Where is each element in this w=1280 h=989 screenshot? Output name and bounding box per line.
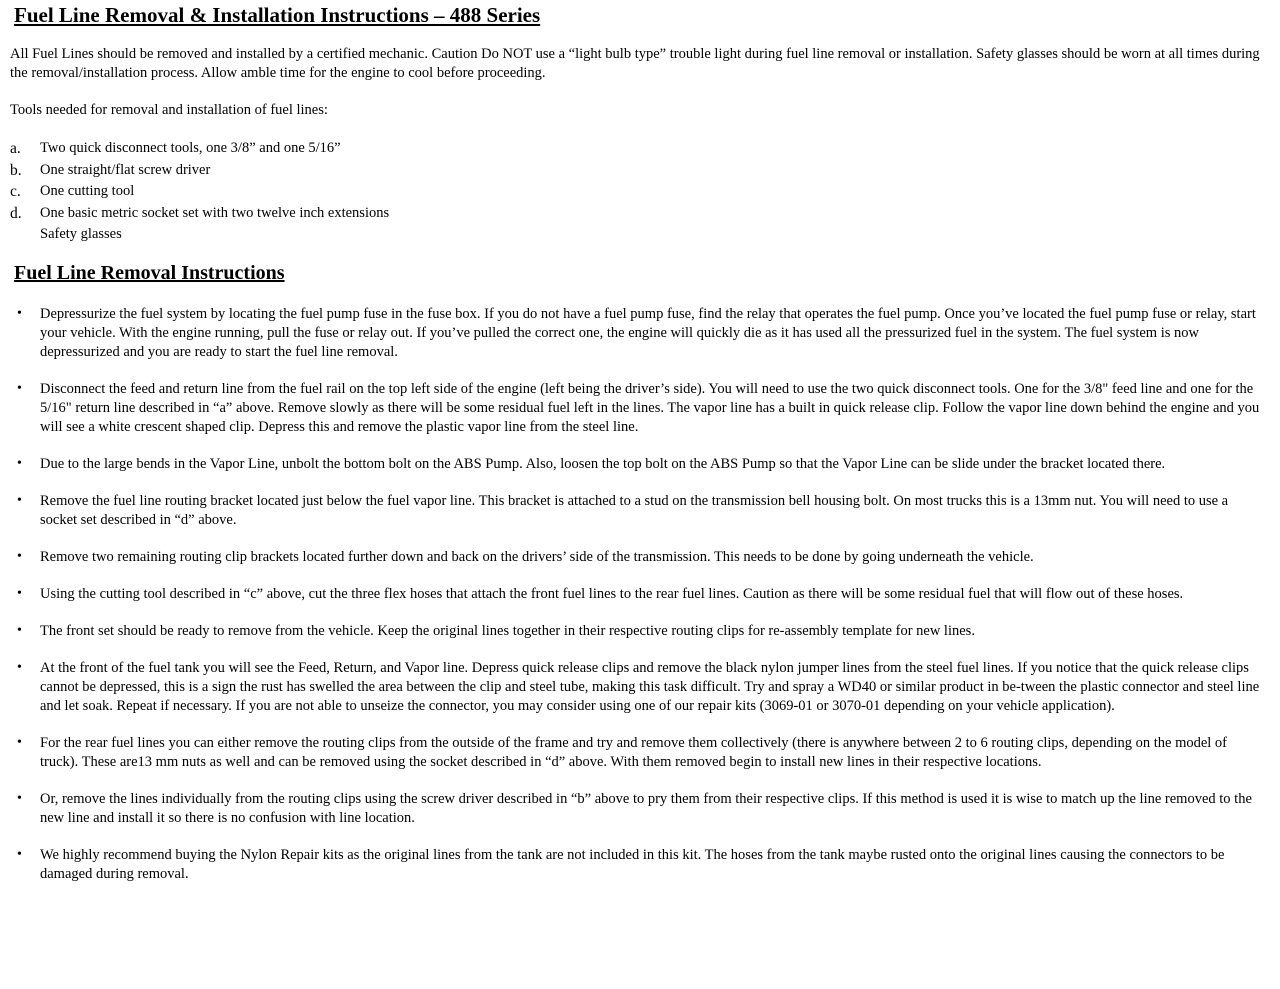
bullet-icon: • (17, 455, 22, 471)
tool-item-text: One straight/flat screw driver (40, 161, 211, 178)
instruction-text: The front set should be ready to remove from the vehicle. Keep the original lines together in their respective routing clips for re-assembly template for new lines. (40, 622, 975, 639)
instruction-text: At the front of the fuel tank you will see the Feed, Return, and Vapor line. Depress quick release clips and remove the black nylon jumper lines from the steel fuel lines. If you notice that the quick release clips cannot be depressed, this is a sign the rust has swelled the area between the clip and steel tube, making this task difficult. Try and spray a WD40 or similar product in be-tween the plastic connector and steel line and let soak. Repeat if necessary. If you are not able to unseize the connector, you may consider using one of our repair kits (3069-01 or 3070-01 depending on your vehicle application). (40, 659, 1260, 714)
instruction-text: Remove the fuel line routing bracket located just below the fuel vapor line. This bracket is attached to a stud on the transmission bell housing bolt. On most trucks this is a 13mm nut. You will need to use a socket set described in “d” above. (40, 492, 1229, 528)
tool-item (10, 224, 1268, 246)
bullet-icon: • (17, 846, 22, 862)
instruction-text: Remove two remaining routing clip brackets located further down and back on the drivers’ side of the transmission. This needs to be done by going underneath the vehicle. (40, 548, 1034, 565)
bullet-icon: • (17, 622, 22, 638)
instruction-item (10, 846, 1268, 884)
tools-intro: Tools needed for removal and installation of fuel lines: (10, 102, 328, 118)
instruction-text: Disconnect the feed and return line from the fuel rail on the top left side of the engine (left being the driver’s side). You will need to use the two quick disconnect tools. One for the 3/8" feed line and one for the 5/16" return line described in “a” above. Remove slowly as there will be some residual fuel left in the lines. The vapor line has a built in quick release clip. Follow the vapor line down behind the engine and you will see a white crescent shaped clip. Depress this and remove the plastic vapor line from the steel line. (40, 380, 1260, 435)
bullet-icon: • (17, 305, 22, 321)
bullet-icon: • (17, 380, 22, 396)
instruction-item (10, 659, 1268, 716)
tool-item (10, 138, 1268, 160)
instruction-text: Using the cutting tool described in “c” above, cut the three flex hoses that attach the front fuel lines to the rear fuel lines. Caution as there will be some residual fuel that will flow out of these hoses. (40, 585, 1184, 602)
document-title: Fuel Line Removal & Installation Instructions – 488 Series (14, 3, 541, 27)
instruction-text: Depressurize the fuel system by locating the fuel pump fuse in the fuse box. If you do not have a fuel pump fuse, find the relay that operates the fuel pump. Once you’ve located the fuel pump fuse or relay, start your vehicle. With the engine running, pull the fuse or relay out. If you’ve pulled the correct one, the engine will quickly die as it has used all the pressurized fuel in the system. The fuel system is now depressurized and you are ready to start the fuel line removal. (40, 305, 1256, 360)
instruction-item (10, 622, 1268, 641)
tools-list (10, 138, 1268, 246)
intro-paragraph: All Fuel Lines should be removed and installed by a certified mechanic. Caution Do NOT use a “light bulb type” trouble light during fuel line removal or installation. Safety glasses should be worn at all times during the removal/installation process. Allow amble time for the engine to cool before proceeding. (10, 46, 1260, 81)
instruction-item (10, 492, 1268, 530)
instruction-text: For the rear fuel lines you can either remove the routing clips from the outside of the frame and try and remove them collectively (there is anywhere between 2 to 6 routing clips, depending on the model of truck). These are13 mm nuts as well and can be removed using the socket described in “d” above. With them removed begin to install new lines in their respective locations. (40, 734, 1228, 770)
bullet-icon: • (17, 734, 22, 750)
tool-item-marker: d. (10, 204, 22, 222)
tool-item-text: One cutting tool (40, 183, 135, 199)
instruction-text: Or, remove the lines individually from the routing clips using the screw driver described in “b” above to pry them from their respective clips. If this method is used it is wise to match up the line removed to the new line and install it so there is no confusion with line location. (40, 790, 1252, 826)
tool-item (10, 160, 1268, 182)
bullet-icon: • (17, 492, 22, 508)
instruction-item (10, 548, 1268, 567)
bullet-icon: • (17, 585, 22, 601)
tool-item-text: One basic metric socket set with two twelve inch extensions (40, 204, 390, 221)
bullet-icon: • (17, 790, 22, 806)
instruction-item (10, 455, 1268, 474)
instruction-item (10, 305, 1268, 362)
instructions-list (10, 305, 1268, 884)
tool-item-marker: c. (10, 183, 21, 200)
tool-item (10, 181, 1268, 203)
tool-item-text: Safety glasses (40, 226, 122, 242)
tool-item-marker: b. (10, 161, 22, 179)
tool-item-text: Two quick disconnect tools, one 3/8” and one 5/16” (40, 140, 341, 156)
bullet-icon: • (17, 659, 22, 675)
instruction-item (10, 380, 1268, 437)
tool-item (10, 203, 1268, 225)
instruction-text: Due to the large bends in the Vapor Line, unbolt the bottom bolt on the ABS Pump. Also, loosen the top bolt on the ABS Pump so that the Vapor Line can be slide under the bracket located there. (40, 455, 1166, 472)
tool-item-marker: a. (10, 140, 21, 157)
bullet-icon: • (17, 548, 22, 564)
instruction-text: We highly recommend buying the Nylon Repair kits as the original lines from the tank are not included in this kit. The hoses from the tank maybe rusted onto the original lines causing the connectors to be damaged during removal. (40, 846, 1225, 882)
section-heading: Fuel Line Removal Instructions (14, 261, 285, 284)
instruction-item (10, 734, 1268, 772)
instruction-item (10, 790, 1268, 828)
instruction-item (10, 585, 1268, 604)
